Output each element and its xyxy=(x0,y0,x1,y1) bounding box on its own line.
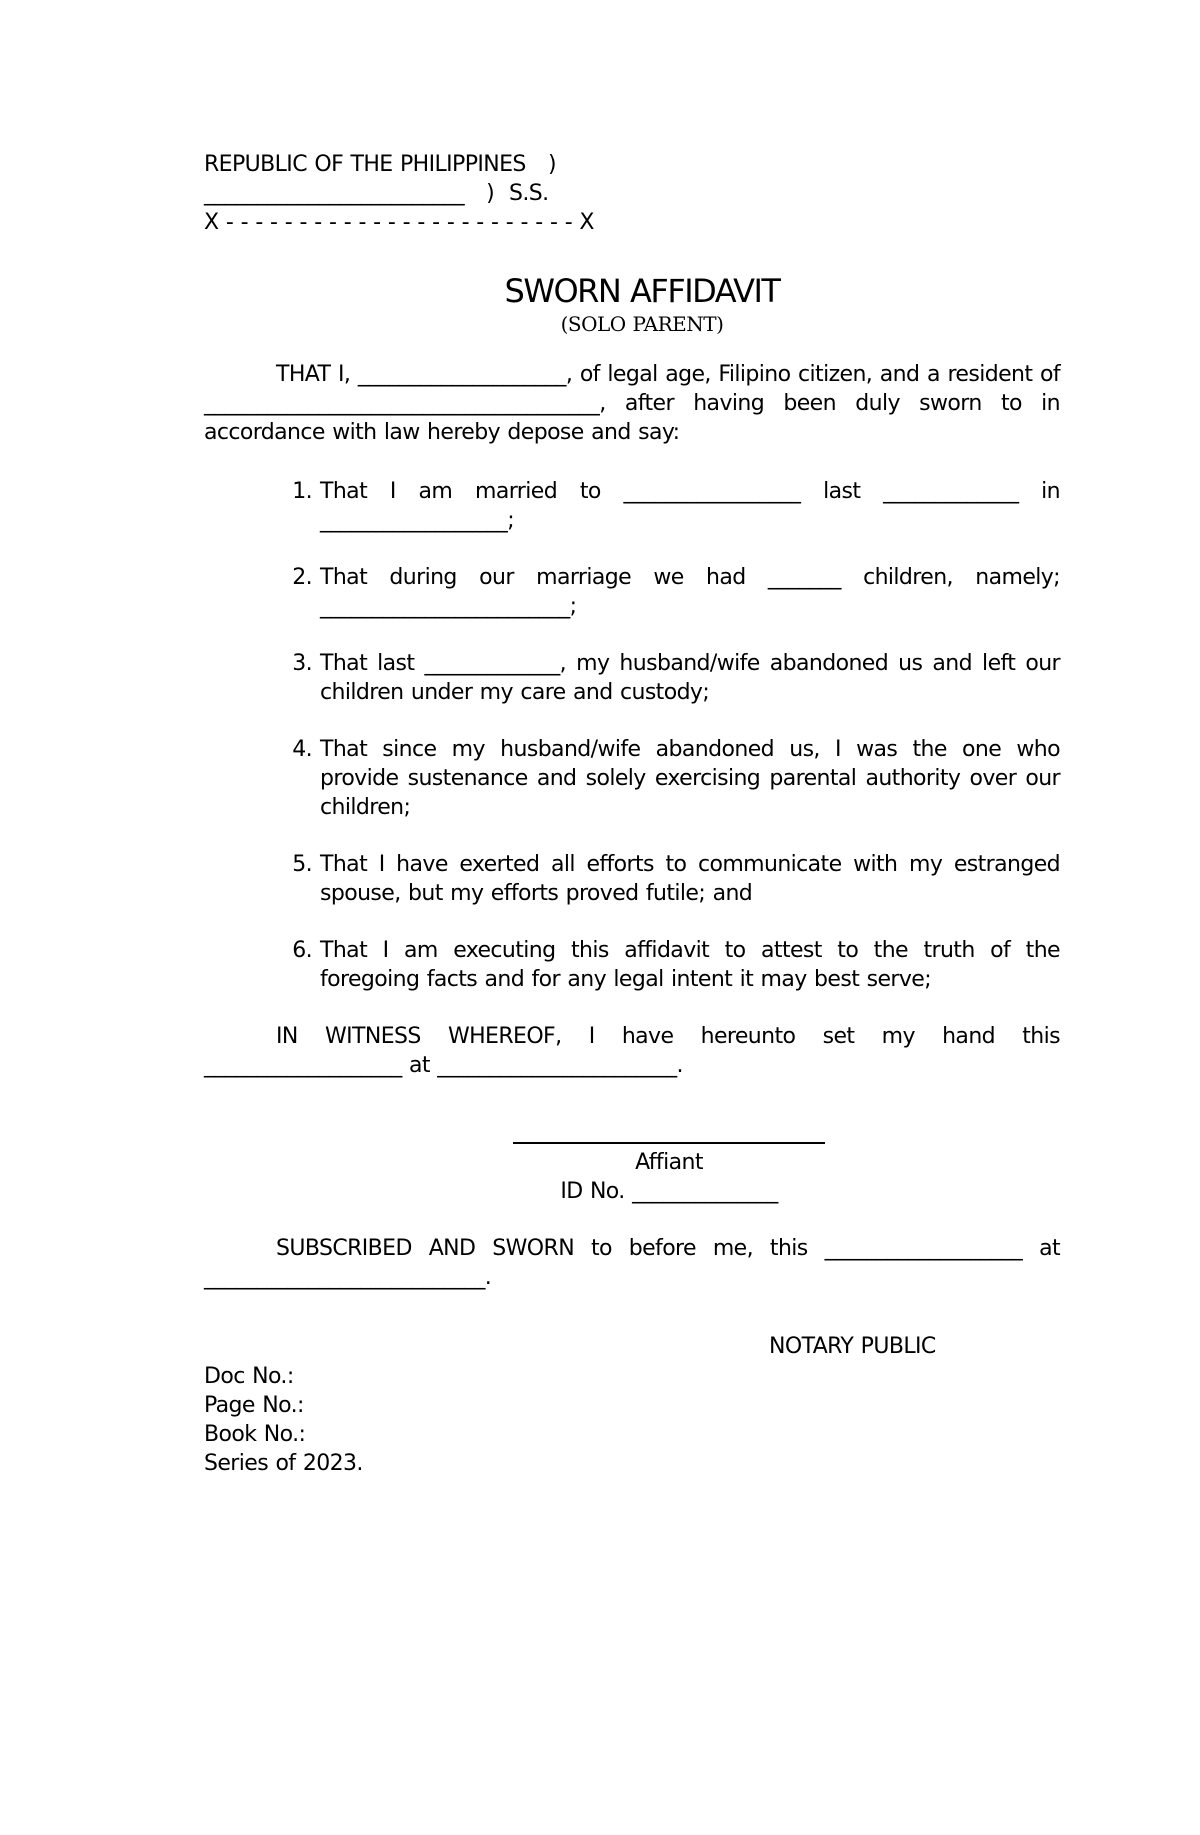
document-title: SWORN AFFIDAVIT xyxy=(504,272,780,310)
affidavit-body xyxy=(204,150,1060,1478)
subscribed-paragraph: SUBSCRIBED AND SWORN to before me, this ___________________ at ___________________________. xyxy=(204,1236,1060,1290)
statement-list xyxy=(204,477,1060,994)
list-item-number: 1. xyxy=(292,479,312,504)
witness-paragraph: IN WITNESS WHEREOF, I have hereunto set my hand this ___________________ at _______________________. xyxy=(204,1024,1060,1078)
list-item xyxy=(204,563,1060,621)
list-item xyxy=(204,850,1060,908)
book-no: Book No.: xyxy=(204,1422,306,1447)
list-item-number: 5. xyxy=(292,852,312,877)
series-year: Series of 2023. xyxy=(204,1451,363,1476)
affiant-signature-block xyxy=(204,1142,1060,1206)
list-item-number: 4. xyxy=(292,737,312,762)
affiant-id-line: ID No. ______________ xyxy=(560,1179,778,1204)
list-item-number: 2. xyxy=(292,565,312,590)
list-item xyxy=(204,936,1060,994)
list-item-text: That during our marriage we had _______ children, namely; ________________________; xyxy=(320,565,1060,619)
venue-caption xyxy=(204,150,1060,237)
notarial-register xyxy=(204,1362,1060,1478)
list-item-text: That last _____________, my husband/wife abandoned us and left our children under my care and custody; xyxy=(320,651,1060,705)
caption-republic-line: REPUBLIC OF THE PHILIPPINES ) xyxy=(204,152,556,177)
list-item xyxy=(204,735,1060,822)
notary-public-label: NOTARY PUBLIC xyxy=(769,1334,936,1359)
doc-no: Doc No.: xyxy=(204,1364,294,1389)
list-item-text: That since my husband/wife abandoned us, I was the one who provide sustenance and solely exercising parental authority over our children; xyxy=(320,737,1060,820)
page-no: Page No.: xyxy=(204,1393,304,1418)
list-item-number: 3. xyxy=(292,651,312,676)
signature-line xyxy=(513,1142,825,1144)
list-item xyxy=(204,477,1060,535)
list-item-text: That I am married to _________________ last _____________ in __________________; xyxy=(320,479,1060,533)
list-item-number: 6. xyxy=(292,938,312,963)
intro-paragraph: THAT I, ____________________, of legal age, Filipino citizen, and a resident of ______________________________________, after having been duly sworn to in accordance with law hereby depose and say: xyxy=(204,362,1060,445)
affiant-label: Affiant xyxy=(635,1150,703,1175)
caption-x-line: X - - - - - - - - - - - - - - - - - - - - - - - - X xyxy=(204,210,594,235)
list-item xyxy=(204,649,1060,707)
document-subtitle: (SOLO PARENT) xyxy=(560,312,724,336)
list-item-text: That I have exerted all efforts to communicate with my estranged spouse, but my efforts proved futile; and xyxy=(320,852,1060,906)
caption-ss-line: _________________________ ) S.S. xyxy=(204,181,549,206)
list-item-text: That I am executing this affidavit to attest to the truth of the foregoing facts and for any legal intent it may best serve; xyxy=(320,938,1060,992)
